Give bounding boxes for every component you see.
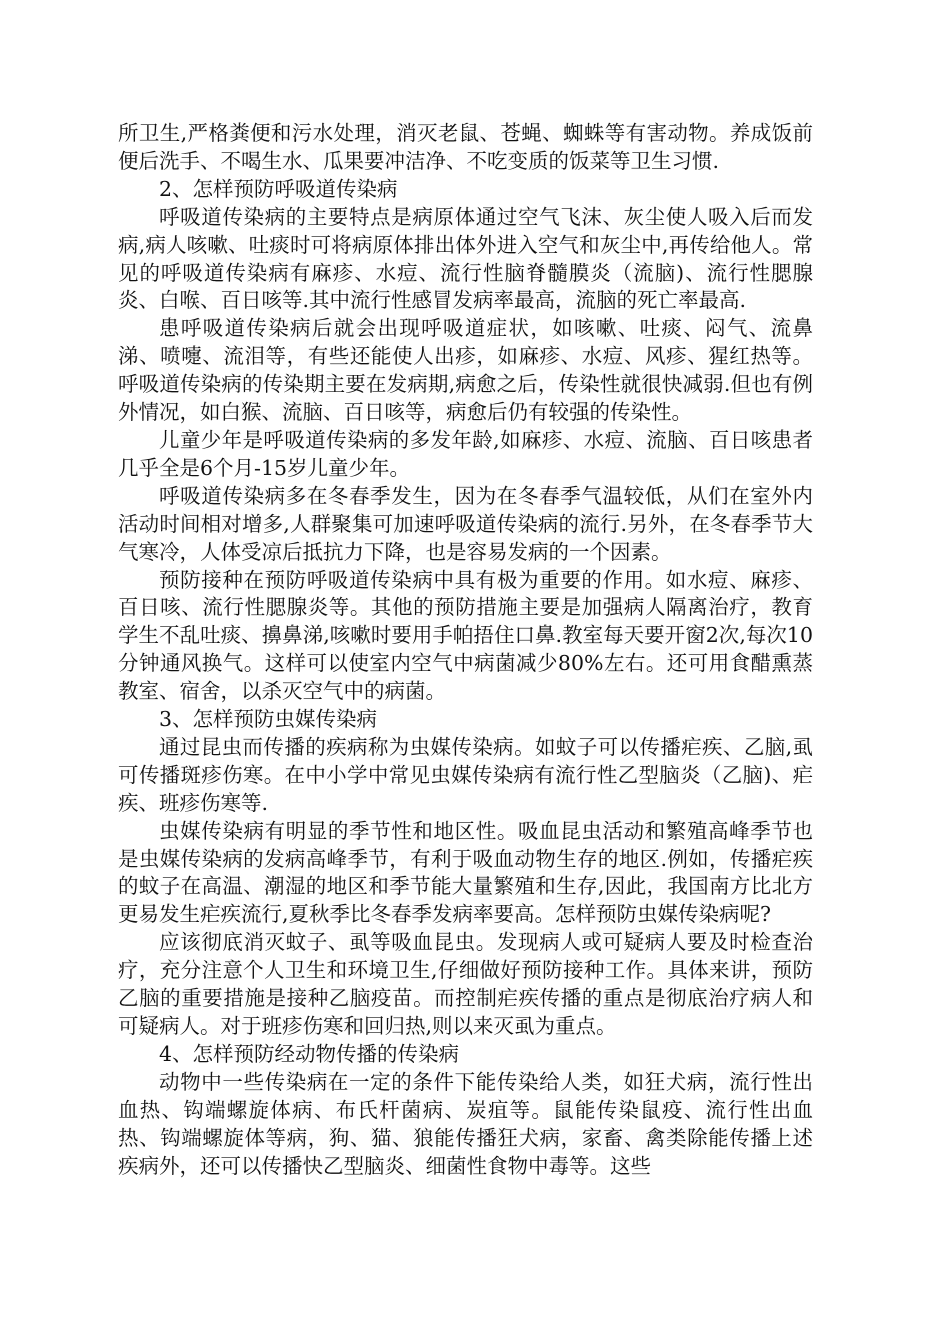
- paragraph: 呼吸道传染病多在冬春季发生，因为在冬春季气温较低，从们在室外内活动时间相对增多,人群聚集可加速呼吸道传染病的流行.另外，在冬春季节大气寒冷，人体受凉后抵抗力下降，也是容易发病的一个因素。: [118, 483, 813, 564]
- paragraph: 动物中一些传染病在一定的条件下能传染给人类，如狂犬病，流行性出血热、钩端螺旋体病、布氏杆菌病、炭疽等。鼠能传染鼠疫、流行性出血热、钩端螺旋体等病，狗、猫、狼能传播狂犬病，家畜、禽类除能传播上述疾病外，还可以传播快乙型脑炎、细菌性食物中毒等。这些: [118, 1069, 813, 1178]
- section-heading-animal-borne: 4、怎样预防经动物传播的传染病: [159, 1041, 460, 1066]
- paragraph: 患呼吸道传染病后就会出现呼吸道症状，如咳嗽、吐痰、闷气、流鼻涕、喷嚏、流泪等，有些还能使人出疹，如麻疹、水痘、风疹、猩红热等。呼吸道传染病的传染期主要在发病期,病愈之后，传染性就很快减弱.但也有例外情况，如白猴、流脑、百日咳等，病愈后仍有较强的传染性。: [118, 316, 813, 425]
- paragraph: 应该彻底消灭蚊子、虱等吸血昆虫。发现病人或可疑病人要及时检查治疗，充分注意个人卫生和环境卫生,仔细做好预防接种工作。具体来讲，预防乙脑的重要措施是接种乙脑疫苗。而控制疟疾传播的重点是彻底治疗病人和可疑病人。对于班疹伤寒和回归热,则以来灭虱为重点。: [118, 930, 813, 1038]
- paragraph: 虫媒传染病有明显的季节性和地区性。吸血昆虫活动和繁殖高峰季节也是虫媒传染病的发病高峰季节，有利于吸血动物生存的地区.例如，传播疟疾的蚊子在高温、潮湿的地区和季节能大量繁殖和生存,因此，我国南方比北方更易发生疟疾流行,夏秋季比冬春季发病率要高。怎样预防虫媒传染病呢?: [118, 818, 813, 927]
- paragraph: 预防接种在预防呼吸道传染病中具有极为重要的作用。如水痘、麻疹、百日咳、流行性腮腺炎等。其他的预防措施主要是加强病人隔离治疗，教育学生不乱吐痰、擤鼻涕,咳嗽时要用手帕捂住口鼻.教室每天要开窗2次,每次10分钟通风换气。这样可以使室内空气中病菌减少80%左右。还可用食醋熏蒸教室、宿舍，以杀灭空气中的病菌。: [118, 567, 813, 704]
- paragraph: 呼吸道传染病的主要特点是病原体通过空气飞沫、灰尘使人吸入后而发病,病人咳嗽、吐痰时可将病原体排出体外进入空气和灰尘中,再传给他人。常见的呼吸道传染病有麻疹、水痘、流行性脑脊髓膜炎（流脑)、流行性腮腺炎、白喉、百日咳等.其中流行性感冒发病率最高，流脑的死亡率最高.: [118, 204, 813, 313]
- section-heading-respiratory: 2、怎样预防呼吸道传染病: [159, 176, 398, 201]
- section-heading-vector-borne: 3、怎样预防虫媒传染病: [159, 707, 378, 732]
- paragraph: 通过昆虫而传播的疾病称为虫媒传染病。如蚊子可以传播疟疾、乙脑,虱可传播斑疹伤寒。在中小学中常见虫媒传染病有流行性乙型脑炎（乙脑)、疟疾、班疹伤寒等.: [118, 734, 813, 815]
- document-body: [118, 120, 813, 1180]
- paragraph-continuation: 所卫生,严格粪便和污水处理，消灭老鼠、苍蝇、蜘蛛等有害动物。养成饭前便后洗手、不喝生水、瓜果要冲洁净、不吃变质的饭菜等卫生习惯.: [118, 121, 813, 173]
- paragraph: 儿童少年是呼吸道传染病的多发年龄,如麻疹、水痘、流脑、百日咳患者几乎全是6个月-15岁儿童少年。: [118, 427, 813, 480]
